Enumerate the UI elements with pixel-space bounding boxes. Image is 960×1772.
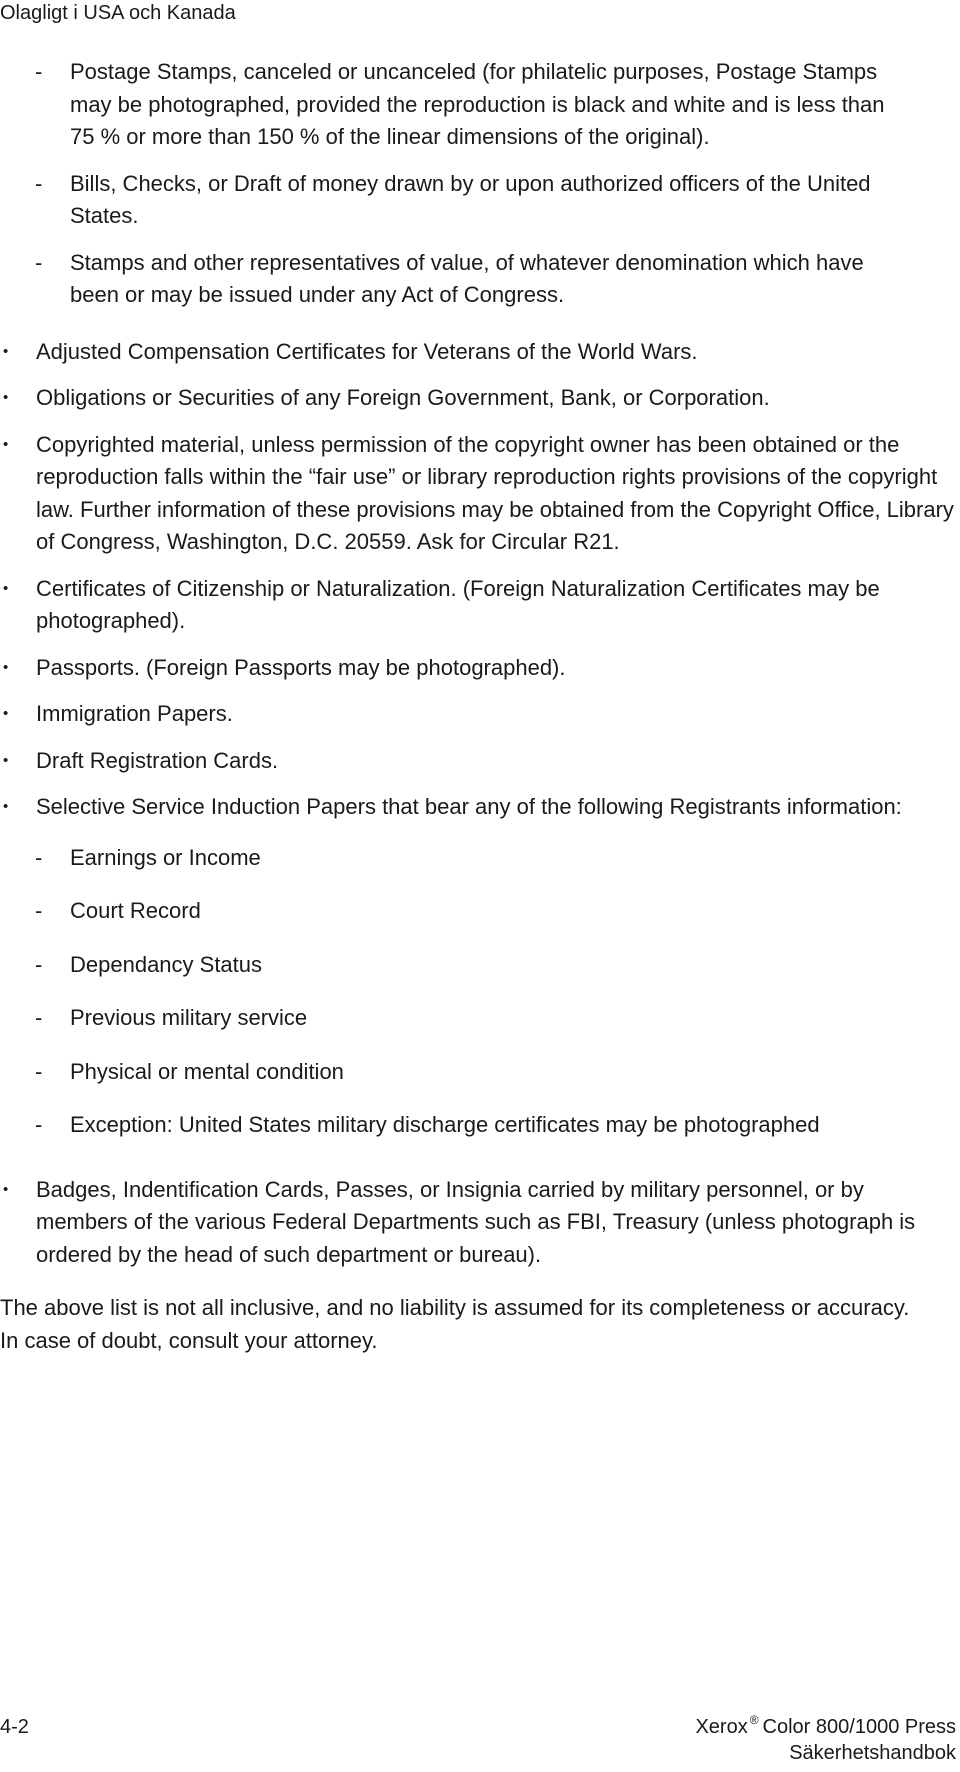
registered-trademark-mark: ® xyxy=(749,1713,759,1727)
item-text: Postage Stamps, canceled or uncanceled (for philatelic purposes, Postage Stamps may be photographed, provided the reproduction is black and white and is less than 75 % or more than 150 % of the linear dimensions of the original). xyxy=(70,59,885,149)
list-item-bullet xyxy=(0,336,960,369)
bullet-marker: • xyxy=(3,389,9,406)
list-item-bullet xyxy=(0,1174,960,1272)
list-item-dash xyxy=(0,895,892,928)
list-item-dash xyxy=(0,1109,892,1142)
brand-name: Xerox xyxy=(695,1716,748,1738)
product-name: Color 800/1000 Press xyxy=(762,1716,956,1738)
footer-product-info xyxy=(695,1714,956,1766)
list-item-dash xyxy=(0,247,892,312)
dash-marker: - xyxy=(35,844,43,870)
bullet-marker: • xyxy=(3,751,9,769)
list-item-dash xyxy=(0,168,892,233)
bullet-marker: • xyxy=(3,705,9,722)
guide-title: Säkerhetshandbok xyxy=(789,1742,956,1764)
footer-product-line xyxy=(695,1714,956,1740)
list-item-dash xyxy=(0,1056,892,1089)
list-item-bullet xyxy=(0,745,960,778)
item-text: Immigration Papers. xyxy=(36,701,233,726)
bullet-marker: • xyxy=(3,658,9,676)
list-item-bullet xyxy=(0,573,960,638)
item-text: Court Record xyxy=(70,898,201,923)
list-item-bullet xyxy=(0,382,960,415)
item-text: Copyrighted material, unless permission of the copyright owner has been obtained or the reproduction falls within the “fair use” or library reproduction rights provisions of the copyright law. Further information of these provisions may be obtained from the Copyright Office, Library of Congress, Washington, D.C. 20559. Ask for Circular R21. xyxy=(36,431,954,554)
item-text: Badges, Indentification Cards, Passes, or Insignia carried by military personnel, or by members of the various Federal Departments such as FBI, Treasury (unless photograph is ordered by the head of such department or bureau). xyxy=(36,1176,916,1267)
document-body xyxy=(0,56,960,1357)
list-item-dash xyxy=(0,56,892,154)
dash-marker: - xyxy=(35,951,43,977)
item-text: Physical or mental condition xyxy=(70,1058,344,1084)
item-text: Certificates of Citizenship or Naturalization. (Foreign Naturalization Certificates may be photographed). xyxy=(36,575,880,633)
list-item-dash xyxy=(0,842,892,875)
bullet-marker: • xyxy=(3,579,9,597)
dash-marker: - xyxy=(35,1112,43,1137)
dash-marker: - xyxy=(35,1058,43,1084)
item-text: Bills, Checks, or Draft of money drawn by or upon authorized officers of the United States. xyxy=(70,170,871,228)
dash-marker: - xyxy=(35,1005,43,1030)
list-item-bullet xyxy=(0,652,960,685)
dash-marker: - xyxy=(35,249,43,275)
list-item-bullet xyxy=(0,429,960,559)
list-item-bullet xyxy=(0,791,960,824)
item-text: Draft Registration Cards. xyxy=(36,747,279,773)
item-text: Exception: United States military discharge certificates may be photographed xyxy=(70,1112,820,1137)
bullet-marker: • xyxy=(3,1180,9,1198)
running-header: Olagligt i USA och Kanada xyxy=(0,2,236,24)
dash-marker: - xyxy=(35,898,43,923)
item-text: Earnings or Income xyxy=(70,844,261,870)
dash-marker: - xyxy=(35,170,43,196)
list-item-dash xyxy=(0,1002,892,1035)
item-text: Stamps and other representatives of value, of whatever denomination which have been or may be issued under any Act of Congress. xyxy=(70,249,864,307)
item-text: Adjusted Compensation Certificates for Veterans of the World Wars. xyxy=(36,338,698,364)
item-text: Obligations or Securities of any Foreign Government, Bank, or Corporation. xyxy=(36,385,770,410)
bullet-marker: • xyxy=(3,798,9,815)
bullet-marker: • xyxy=(3,342,9,360)
list-item-dash xyxy=(0,949,892,982)
bullet-marker: • xyxy=(3,435,9,453)
page-number: 4-2 xyxy=(0,1716,29,1738)
item-text: Selective Service Induction Papers that bear any of the following Registrants information: xyxy=(36,794,902,819)
list-item-bullet xyxy=(0,698,960,731)
closing-paragraph: The above list is not all inclusive, and no liability is assumed for its completeness or accuracy. In case of doubt, consult your attorney. xyxy=(0,1295,910,1353)
item-text: Passports. (Foreign Passports may be photographed). xyxy=(36,654,566,680)
item-text: Dependancy Status xyxy=(70,951,263,977)
dash-marker: - xyxy=(35,59,43,84)
item-text: Previous military service xyxy=(70,1005,308,1030)
